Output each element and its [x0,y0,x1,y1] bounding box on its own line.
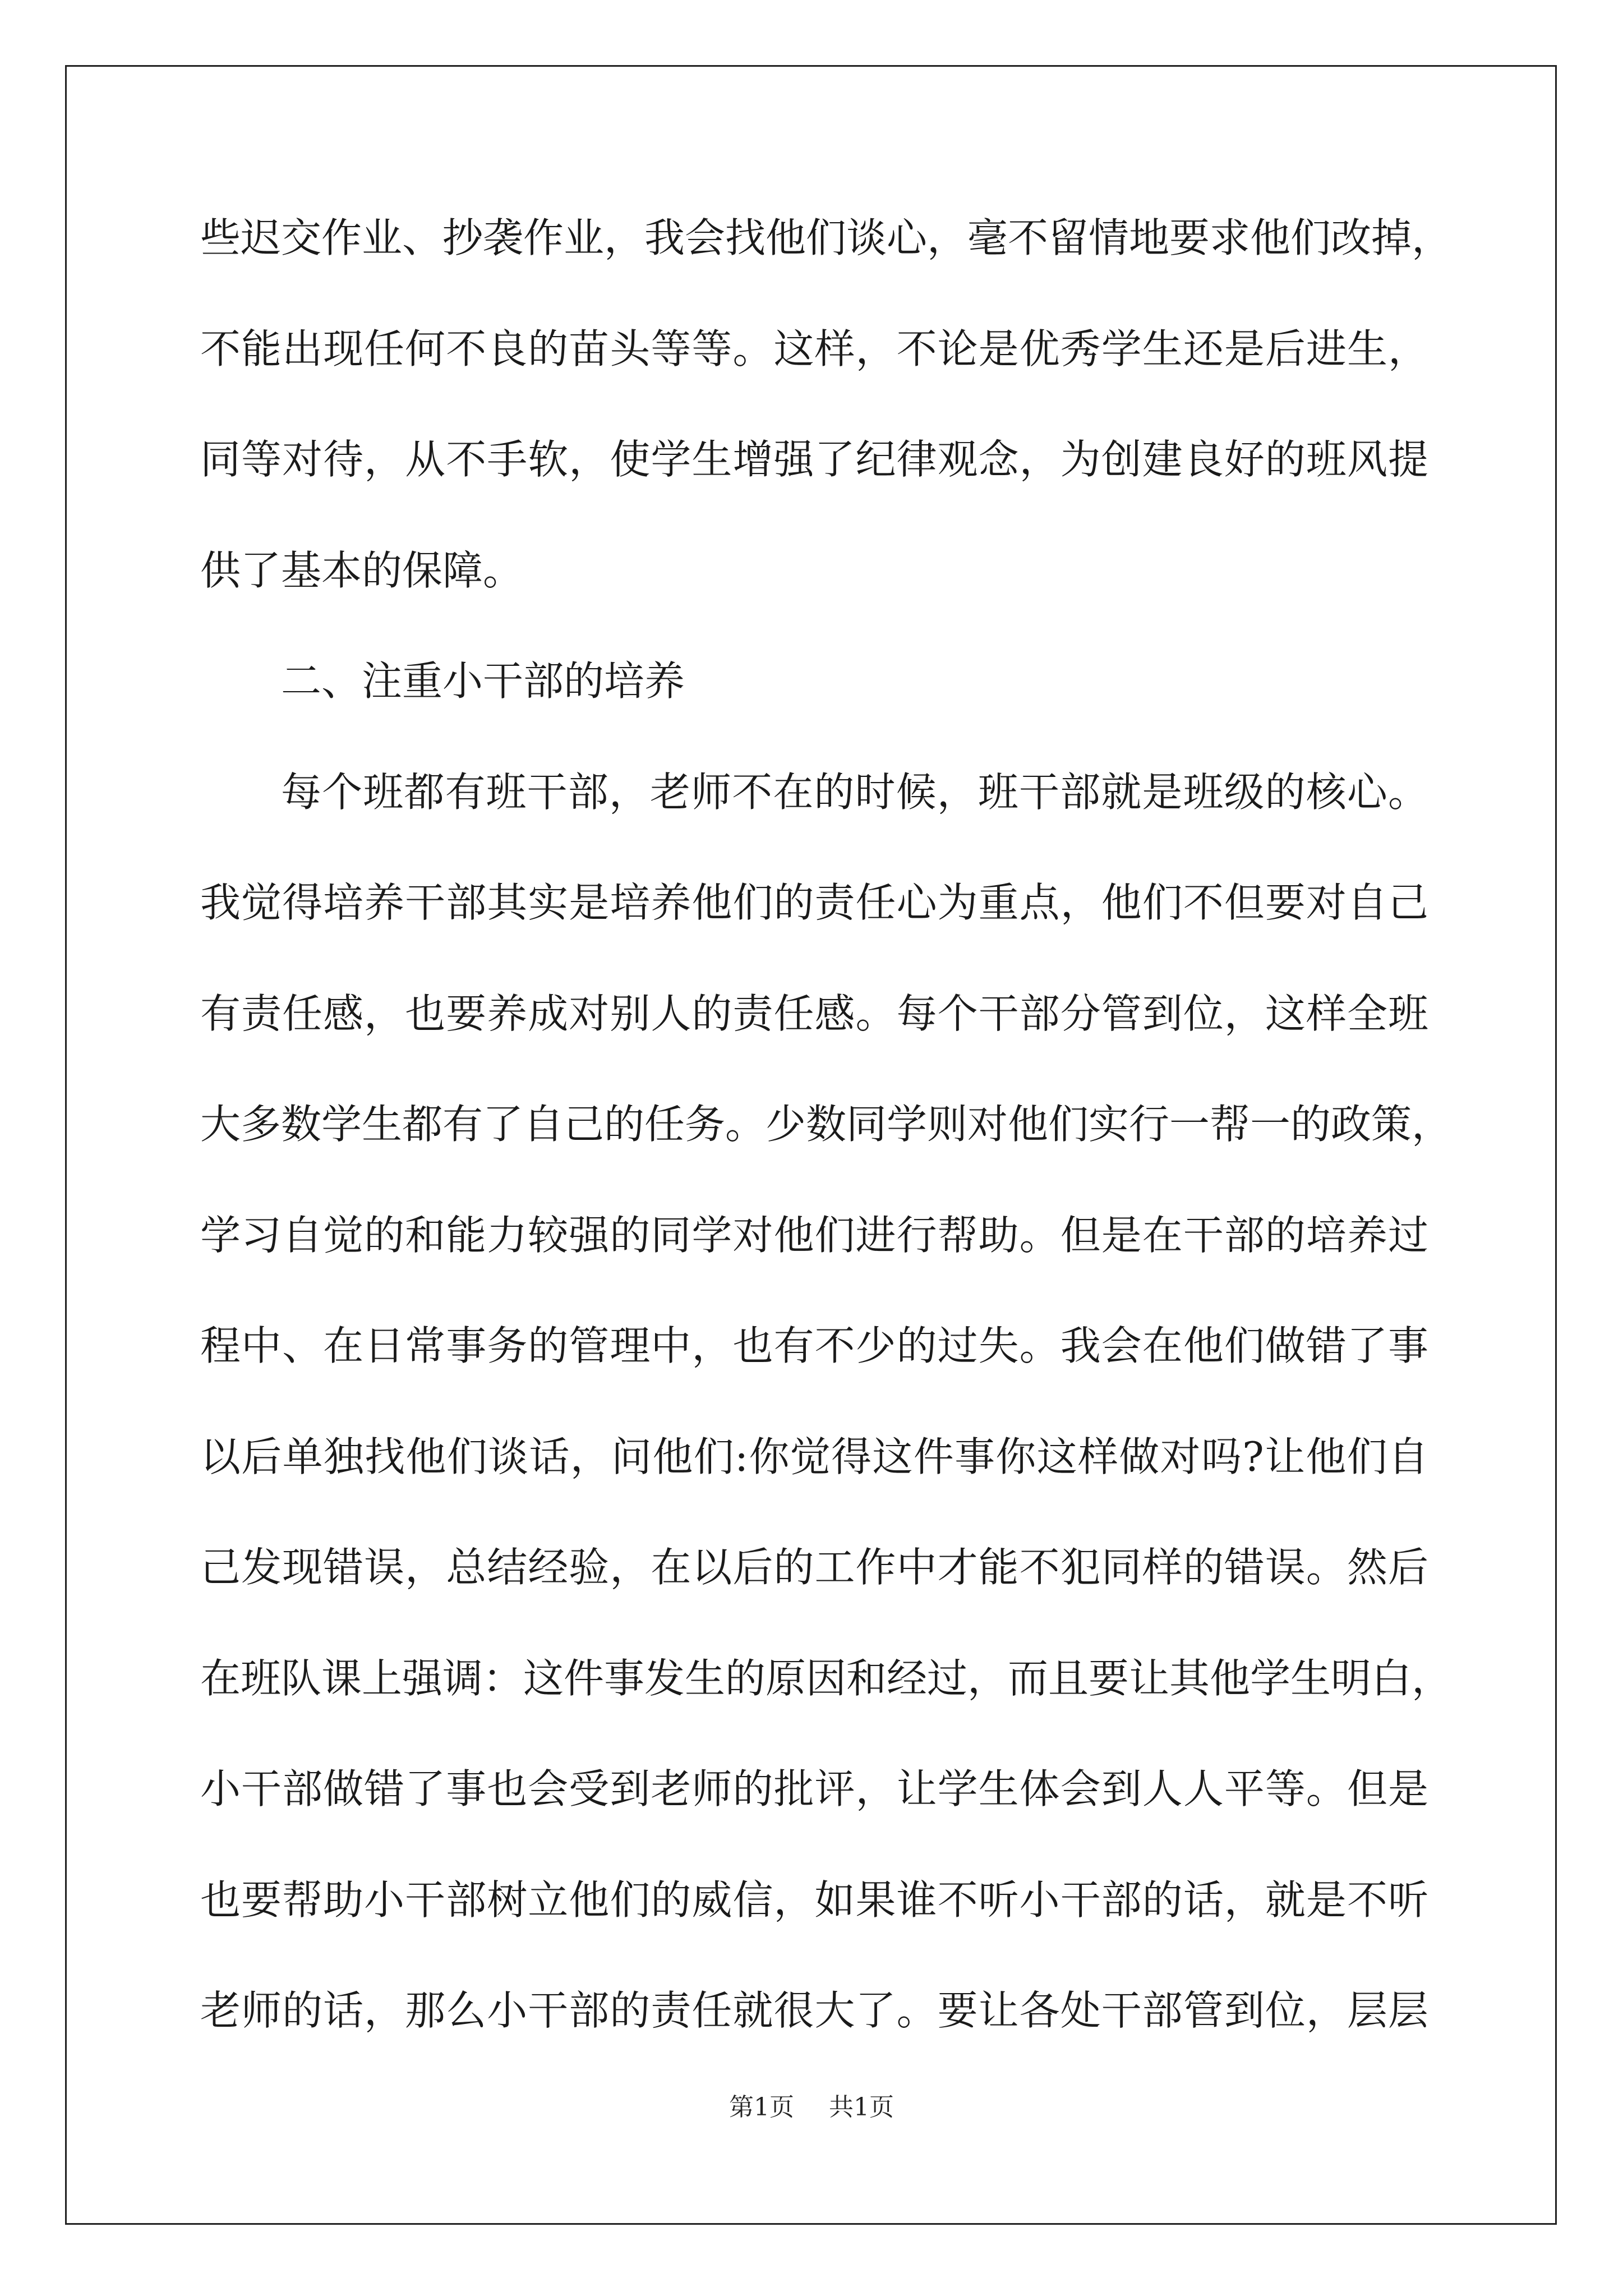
page-footer [0,2087,1623,2123]
text-line: 己发现错误，总结经验，在以后的工作中才能不犯同样的错误。然后 [200,1544,1428,1591]
text-line: 学习自觉的和能力较强的同学对他们进行帮助。但是在干部的培养过 [200,1211,1428,1259]
text-line: 供了基本的保障。 [200,546,524,594]
text-line: 老师的话，那么小干部的责任就很大了。要让各处干部管到位，层层 [200,1987,1428,2034]
section-heading: 二、注重小干部的培养 [281,657,685,705]
text-line: 以后单独找他们谈话，问他们:你觉得这件事你这样做对吗?让他们自 [200,1433,1428,1480]
text-line: 不能出现任何不良的苗头等等。这样，不论是优秀学生还是后进生， [200,325,1428,372]
text-line: 大多数学生都有了自己的任务。少数同学则对他们实行一帮一的政策， [200,1101,1453,1148]
text-line: 小干部做错了事也会受到老师的批评，让学生体会到人人平等。但是 [200,1765,1428,1812]
document-body [200,214,1453,2101]
page-total: 共1页 [829,2093,894,2122]
text-line: 也要帮助小干部树立他们的威信，如果谁不听小干部的话，就是不听 [200,1876,1428,1924]
text-line: 同等对待，从不手软，使学生增强了纪律观念，为创建良好的班风提 [200,436,1428,483]
text-line: 些迟交作业、抄袭作业，我会找他们谈心，毫不留情地要求他们改掉， [200,214,1453,261]
text-line: 我觉得培养干部其实是培养他们的责任心为重点，他们不但要对自己 [200,879,1428,926]
page-number: 第1页 [729,2093,794,2122]
text-line: 在班队课上强调：这件事发生的原因和经过，而且要让其他学生明白， [200,1654,1453,1702]
text-line: 程中、在日常事务的管理中，也有不少的过失。我会在他们做错了事 [200,1322,1428,1369]
text-line: 每个班都有班干部，老师不在的时候，班干部就是班级的核心。 [281,768,1428,816]
text-line: 有责任感，也要养成对别人的责任感。每个干部分管到位，这样全班 [200,990,1428,1037]
